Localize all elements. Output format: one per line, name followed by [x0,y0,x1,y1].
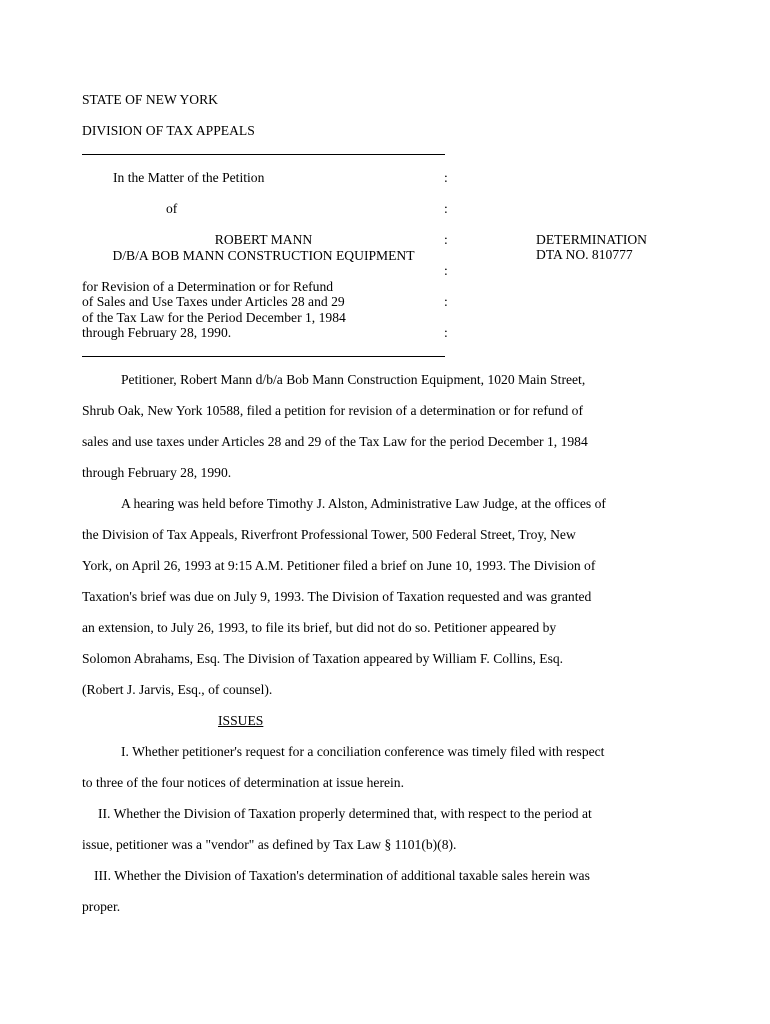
body-line: York, on April 26, 1993 at 9:15 A.M. Petitioner filed a brief on June 10, 1993. The Division of [82,558,596,573]
body-line: (Robert J. Jarvis, Esq., of counsel). [82,682,273,697]
issue-line: III. Whether the Division of Taxation's determination of additional taxable sales herein was [94,868,590,883]
body-line: an extension, to July 26, 1993, to file its brief, but did not do so. Petitioner appeared by [82,620,557,635]
caption-colon: : [444,263,448,278]
caption-colon: : [444,170,448,185]
division-heading: DIVISION OF TAX APPEALS [82,123,255,138]
issue-line: I. Whether petitioner's request for a conciliation conference was timely filed with respect [121,744,605,759]
caption-purpose-line: of the Tax Law for the Period December 1, 1984 [82,310,346,325]
caption-colon: : [444,201,448,216]
caption-of: of [166,201,178,216]
state-heading: STATE OF NEW YORK [82,92,218,107]
body-line: the Division of Tax Appeals, Riverfront Professional Tower, 500 Federal Street, Troy, New [82,527,576,542]
issue-line: to three of the four notices of determination at issue herein. [82,775,404,790]
petitioner-name: ROBERT MANN [214,232,313,247]
body-line: Solomon Abrahams, Esq. The Division of Taxation appeared by William F. Collins, Esq. [82,651,564,666]
caption-purpose-line: for Revision of a Determination or for Refund [82,279,334,294]
issue-line: II. Whether the Division of Taxation properly determined that, with respect to the period at [98,806,592,821]
issue-line: issue, petitioner was a "vendor" as defined by Tax Law § 1101(b)(8). [82,837,457,852]
caption-top-rule [82,154,445,155]
issue-line: proper. [82,899,121,914]
caption-matter: In the Matter of the Petition [113,170,265,185]
issues-heading: ISSUES [218,713,264,728]
body-line: Taxation's brief was due on July 9, 1993. The Division of Taxation requested and was granted [82,589,592,604]
caption-colon: : [444,325,448,340]
body-line: sales and use taxes under Articles 28 and 29 of the Tax Law for the period December 1, 1984 [82,434,588,449]
body-line: Petitioner, Robert Mann d/b/a Bob Mann Construction Equipment, 1020 Main Street, [121,372,586,387]
body-line: A hearing was held before Timothy J. Alston, Administrative Law Judge, at the offices of [121,496,606,511]
petitioner-dba: D/B/A BOB MANN CONSTRUCTION EQUIPMENT [112,248,415,263]
caption-bottom-rule [82,356,445,357]
dta-number: DTA NO. 810777 [536,247,633,262]
caption-colon: : [444,294,448,309]
determination-title: DETERMINATION [536,232,647,247]
caption-colon: : [444,232,448,247]
body-line: through February 28, 1990. [82,465,232,480]
caption-purpose-line: through February 28, 1990. [82,325,232,340]
caption-purpose-line: of Sales and Use Taxes under Articles 28 and 29 [82,294,345,309]
body-line: Shrub Oak, New York 10588, filed a petition for revision of a determination or for refund of [82,403,583,418]
